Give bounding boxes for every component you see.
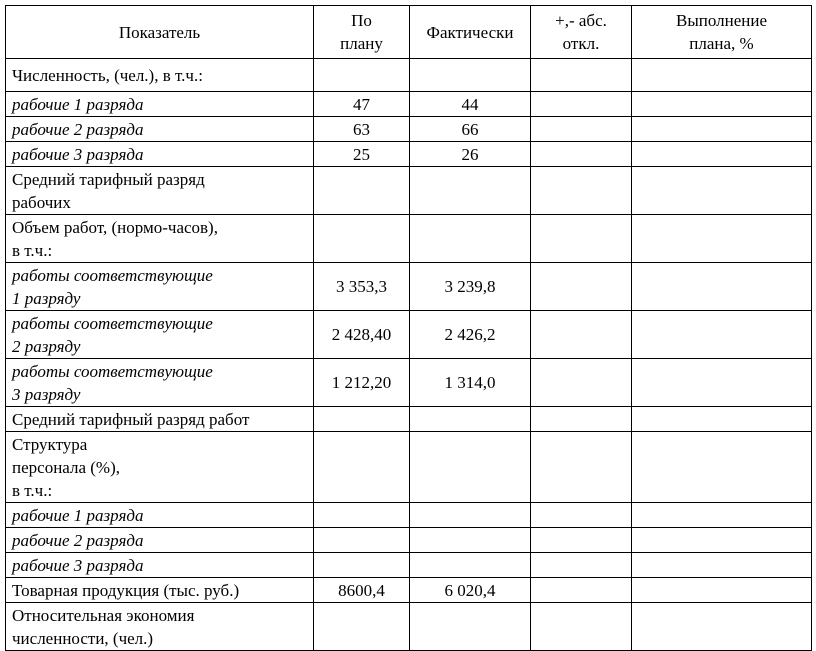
header-fact: Фактически (410, 6, 531, 59)
fact-value (410, 407, 531, 432)
deviation-value (531, 59, 632, 92)
fulfillment-value (632, 263, 812, 311)
row-label: рабочие 2 разряда (6, 528, 314, 553)
row-label: работы соответствующие 3 разряду (6, 359, 314, 407)
row-label: Средний тарифный разряд работ (6, 407, 314, 432)
fact-value: 3 239,8 (410, 263, 531, 311)
indicators-table (5, 5, 812, 651)
deviation-value (531, 263, 632, 311)
fact-value (410, 167, 531, 215)
deviation-value (531, 553, 632, 578)
fact-value (410, 215, 531, 263)
fact-value (410, 553, 531, 578)
deviation-value (531, 215, 632, 263)
plan-value (314, 528, 410, 553)
fulfillment-value (632, 407, 812, 432)
deviation-value (531, 578, 632, 603)
row-label: рабочие 1 разряда (6, 503, 314, 528)
deviation-value (531, 311, 632, 359)
header-row (6, 6, 812, 59)
fact-value: 44 (410, 92, 531, 117)
deviation-value (531, 603, 632, 651)
fact-value (410, 528, 531, 553)
fact-value (410, 59, 531, 92)
table-row (6, 59, 812, 92)
plan-value (314, 553, 410, 578)
table-row (6, 553, 812, 578)
fact-value: 26 (410, 142, 531, 167)
plan-value (314, 407, 410, 432)
header-indicator: Показатель (6, 6, 314, 59)
plan-value: 47 (314, 92, 410, 117)
fulfillment-value (632, 528, 812, 553)
table-row (6, 117, 812, 142)
fulfillment-value (632, 359, 812, 407)
plan-value: 8600,4 (314, 578, 410, 603)
fulfillment-value (632, 215, 812, 263)
row-label: работы соответствующие 2 разряду (6, 311, 314, 359)
plan-value (314, 59, 410, 92)
fact-value (410, 503, 531, 528)
plan-value (314, 432, 410, 503)
row-label: Структура персонала (%), в т.ч.: (6, 432, 314, 503)
fulfillment-value (632, 503, 812, 528)
table-row (6, 142, 812, 167)
row-label: Численность, (чел.), в т.ч.: (6, 59, 314, 92)
row-label: Объем работ, (нормо-часов), в т.ч.: (6, 215, 314, 263)
header-fulfillment: Выполнение плана, % (632, 6, 812, 59)
deviation-value (531, 92, 632, 117)
deviation-value (531, 407, 632, 432)
row-label: Средний тарифный разряд рабочих (6, 167, 314, 215)
table-row (6, 603, 812, 651)
fact-value (410, 603, 531, 651)
deviation-value (531, 167, 632, 215)
table-row (6, 167, 812, 215)
table-row (6, 92, 812, 117)
row-label: Относительная экономия численности, (чел.) (6, 603, 314, 651)
plan-value (314, 167, 410, 215)
table-row (6, 432, 812, 503)
fact-value: 2 426,2 (410, 311, 531, 359)
table-row (6, 215, 812, 263)
fulfillment-value (632, 117, 812, 142)
header-plan: По плану (314, 6, 410, 59)
row-label: рабочие 2 разряда (6, 117, 314, 142)
table-row (6, 407, 812, 432)
plan-value: 2 428,40 (314, 311, 410, 359)
row-label: Товарная продукция (тыс. руб.) (6, 578, 314, 603)
fulfillment-value (632, 553, 812, 578)
header-deviation: +,- абс. откл. (531, 6, 632, 59)
fulfillment-value (632, 142, 812, 167)
deviation-value (531, 528, 632, 553)
fact-value: 1 314,0 (410, 359, 531, 407)
plan-value: 1 212,20 (314, 359, 410, 407)
table-row (6, 263, 812, 311)
fulfillment-value (632, 59, 812, 92)
fact-value: 66 (410, 117, 531, 142)
fulfillment-value (632, 92, 812, 117)
row-label: рабочие 3 разряда (6, 553, 314, 578)
row-label: рабочие 3 разряда (6, 142, 314, 167)
deviation-value (531, 432, 632, 503)
table-row (6, 578, 812, 603)
fact-value (410, 432, 531, 503)
table-row (6, 528, 812, 553)
plan-value: 3 353,3 (314, 263, 410, 311)
plan-value: 63 (314, 117, 410, 142)
deviation-value (531, 359, 632, 407)
plan-value (314, 215, 410, 263)
table-row (6, 359, 812, 407)
plan-value (314, 603, 410, 651)
plan-value: 25 (314, 142, 410, 167)
fulfillment-value (632, 311, 812, 359)
fulfillment-value (632, 578, 812, 603)
fact-value: 6 020,4 (410, 578, 531, 603)
table-row (6, 503, 812, 528)
fulfillment-value (632, 167, 812, 215)
table-row (6, 311, 812, 359)
fulfillment-value (632, 432, 812, 503)
row-label: работы соответствующие 1 разряду (6, 263, 314, 311)
deviation-value (531, 117, 632, 142)
row-label: рабочие 1 разряда (6, 92, 314, 117)
fulfillment-value (632, 603, 812, 651)
deviation-value (531, 142, 632, 167)
deviation-value (531, 503, 632, 528)
plan-value (314, 503, 410, 528)
